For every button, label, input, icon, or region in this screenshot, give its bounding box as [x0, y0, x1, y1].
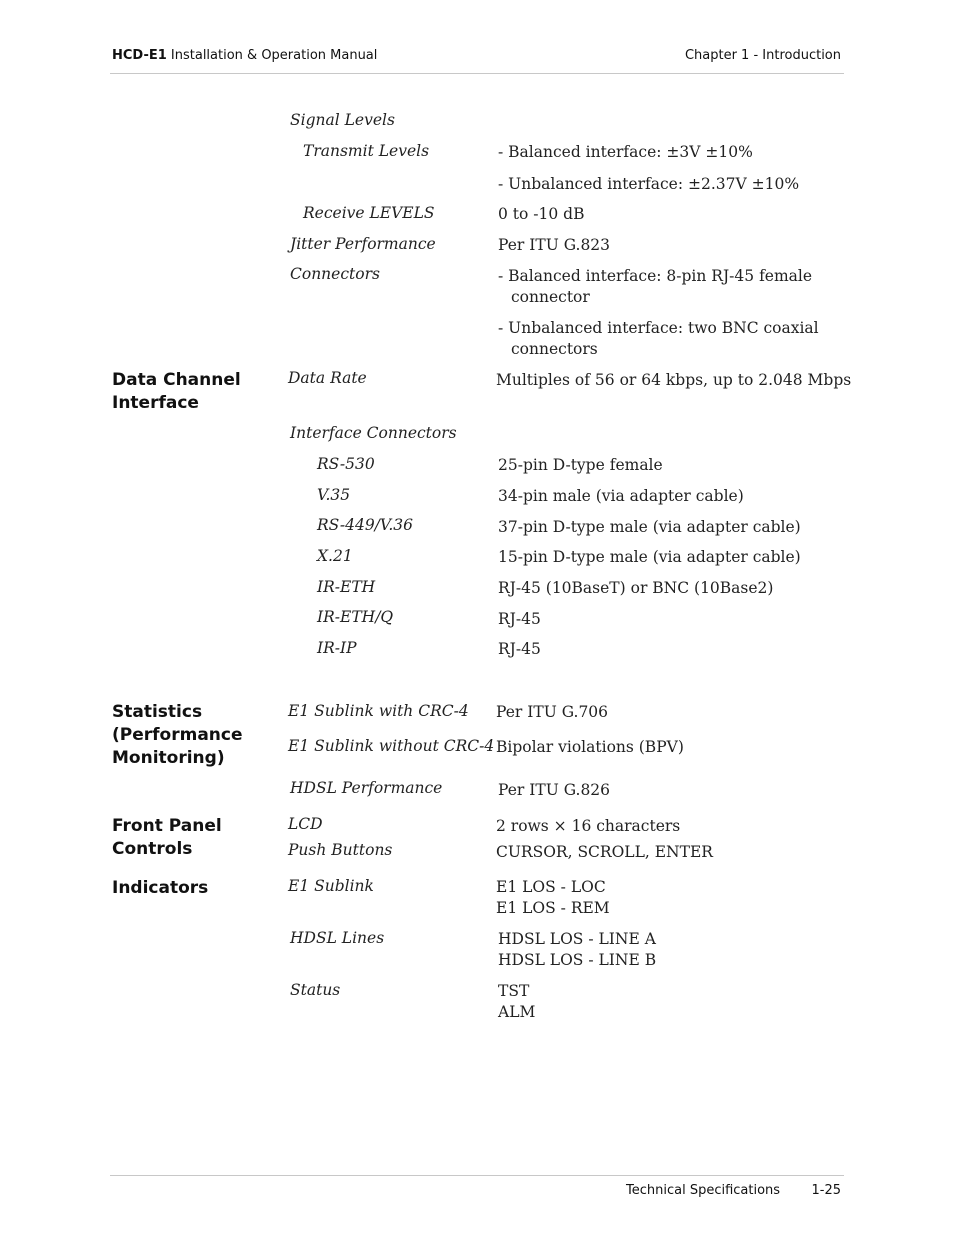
value-e1-no-crc4: Bipolar violations (BPV) [496, 738, 684, 756]
label-e1-crc4: E1 Sublink with CRC-4 [288, 702, 469, 720]
header-rule [110, 73, 844, 74]
value-e1-crc4: Per ITU G.706 [496, 703, 609, 721]
label-status: Status [290, 981, 341, 999]
label-interface-connectors: Interface Connectors [290, 424, 457, 442]
value-e1-sublink [496, 877, 610, 919]
heading-statistics [112, 701, 243, 770]
value-hdsl-los-b: HDSL LOS - LINE B [498, 951, 657, 969]
value-ir-ip: RJ-45 [498, 640, 541, 658]
label-ir-eth-q: IR-ETH/Q [317, 608, 394, 626]
value-status-tst: TST [498, 982, 530, 1000]
label-ir-ip: IR-IP [317, 639, 357, 657]
heading-statistics-line2: (Performance [112, 725, 243, 745]
value-hdsl-lines [498, 929, 656, 971]
label-data-rate: Data Rate [288, 369, 367, 387]
label-signal-levels: Signal Levels [290, 111, 395, 129]
value-receive-levels: 0 to -10 dB [498, 205, 585, 223]
value-rs530: 25-pin D-type female [498, 456, 663, 474]
value-transmit-balanced: - Balanced interface: ±3V ±10% [498, 143, 753, 161]
label-rs449: RS-449/V.36 [317, 516, 414, 534]
heading-statistics-line1: Statistics [112, 702, 203, 722]
value-connectors-unbalanced-line2: connectors [511, 340, 598, 358]
label-rs530: RS-530 [317, 455, 375, 473]
value-hdsl-performance: Per ITU G.826 [498, 781, 611, 799]
heading-indicators: Indicators [112, 878, 209, 898]
value-connectors-balanced-line2: connector [511, 288, 590, 306]
value-connectors-balanced-line1: - Balanced interface: 8-pin RJ-45 female [498, 267, 813, 285]
label-e1-no-crc4: E1 Sublink without CRC-4 [288, 737, 495, 755]
label-transmit-levels: Transmit Levels [303, 142, 430, 160]
label-push-buttons: Push Buttons [288, 841, 393, 859]
label-v35: V.35 [317, 486, 351, 504]
label-ir-eth: IR-ETH [317, 578, 376, 596]
value-jitter: Per ITU G.823 [498, 236, 611, 254]
value-x21: 15-pin D-type male (via adapter cable) [498, 548, 801, 566]
label-hdsl-lines: HDSL Lines [290, 929, 385, 947]
heading-front-panel [112, 815, 222, 861]
header-title-rest: Installation & Operation Manual [166, 48, 378, 63]
value-ir-eth-q: RJ-45 [498, 610, 541, 628]
header-title [112, 48, 377, 63]
heading-statistics-line3: Monitoring) [112, 748, 225, 768]
value-status-alm: ALM [498, 1003, 536, 1021]
product-name: HCD-E1 [112, 48, 167, 63]
heading-data-channel-line2: Interface [112, 393, 199, 413]
heading-data-channel-line1: Data Channel [112, 370, 241, 390]
value-rs449: 37-pin D-type male (via adapter cable) [498, 518, 801, 536]
value-hdsl-los-a: HDSL LOS - LINE A [498, 930, 656, 948]
label-e1-sublink: E1 Sublink [288, 877, 374, 895]
label-hdsl-performance: HDSL Performance [290, 779, 443, 797]
value-connectors-unbalanced [498, 318, 819, 360]
value-status [498, 981, 535, 1023]
footer-page-number: 1-25 [811, 1183, 841, 1198]
heading-front-panel-line2: Controls [112, 839, 193, 859]
value-ir-eth: RJ-45 (10BaseT) or BNC (10Base2) [498, 579, 774, 597]
label-jitter: Jitter Performance [290, 235, 436, 253]
value-transmit-unbalanced: - Unbalanced interface: ±2.37V ±10% [498, 175, 800, 193]
label-connectors: Connectors [290, 265, 380, 283]
label-lcd: LCD [288, 815, 323, 833]
value-connectors-balanced [498, 266, 812, 308]
value-connectors-unbalanced-line1: - Unbalanced interface: two BNC coaxial [498, 319, 819, 337]
value-e1-los-rem: E1 LOS - REM [496, 899, 610, 917]
value-lcd: 2 rows × 16 characters [496, 817, 681, 835]
value-v35: 34-pin male (via adapter cable) [498, 487, 744, 505]
heading-front-panel-line1: Front Panel [112, 816, 222, 836]
heading-data-channel [112, 369, 241, 415]
value-e1-los-loc: E1 LOS - LOC [496, 878, 606, 896]
label-x21: X.21 [317, 547, 353, 565]
footer-rule [110, 1175, 844, 1176]
value-data-rate: Multiples of 56 or 64 kbps, up to 2.048 Mbps [496, 371, 852, 389]
value-push-buttons: CURSOR, SCROLL, ENTER [496, 843, 713, 861]
footer-section: Technical Specifications [626, 1183, 781, 1198]
header-chapter: Chapter 1 - Introduction [684, 48, 841, 63]
label-receive-levels: Receive LEVELS [303, 204, 435, 222]
